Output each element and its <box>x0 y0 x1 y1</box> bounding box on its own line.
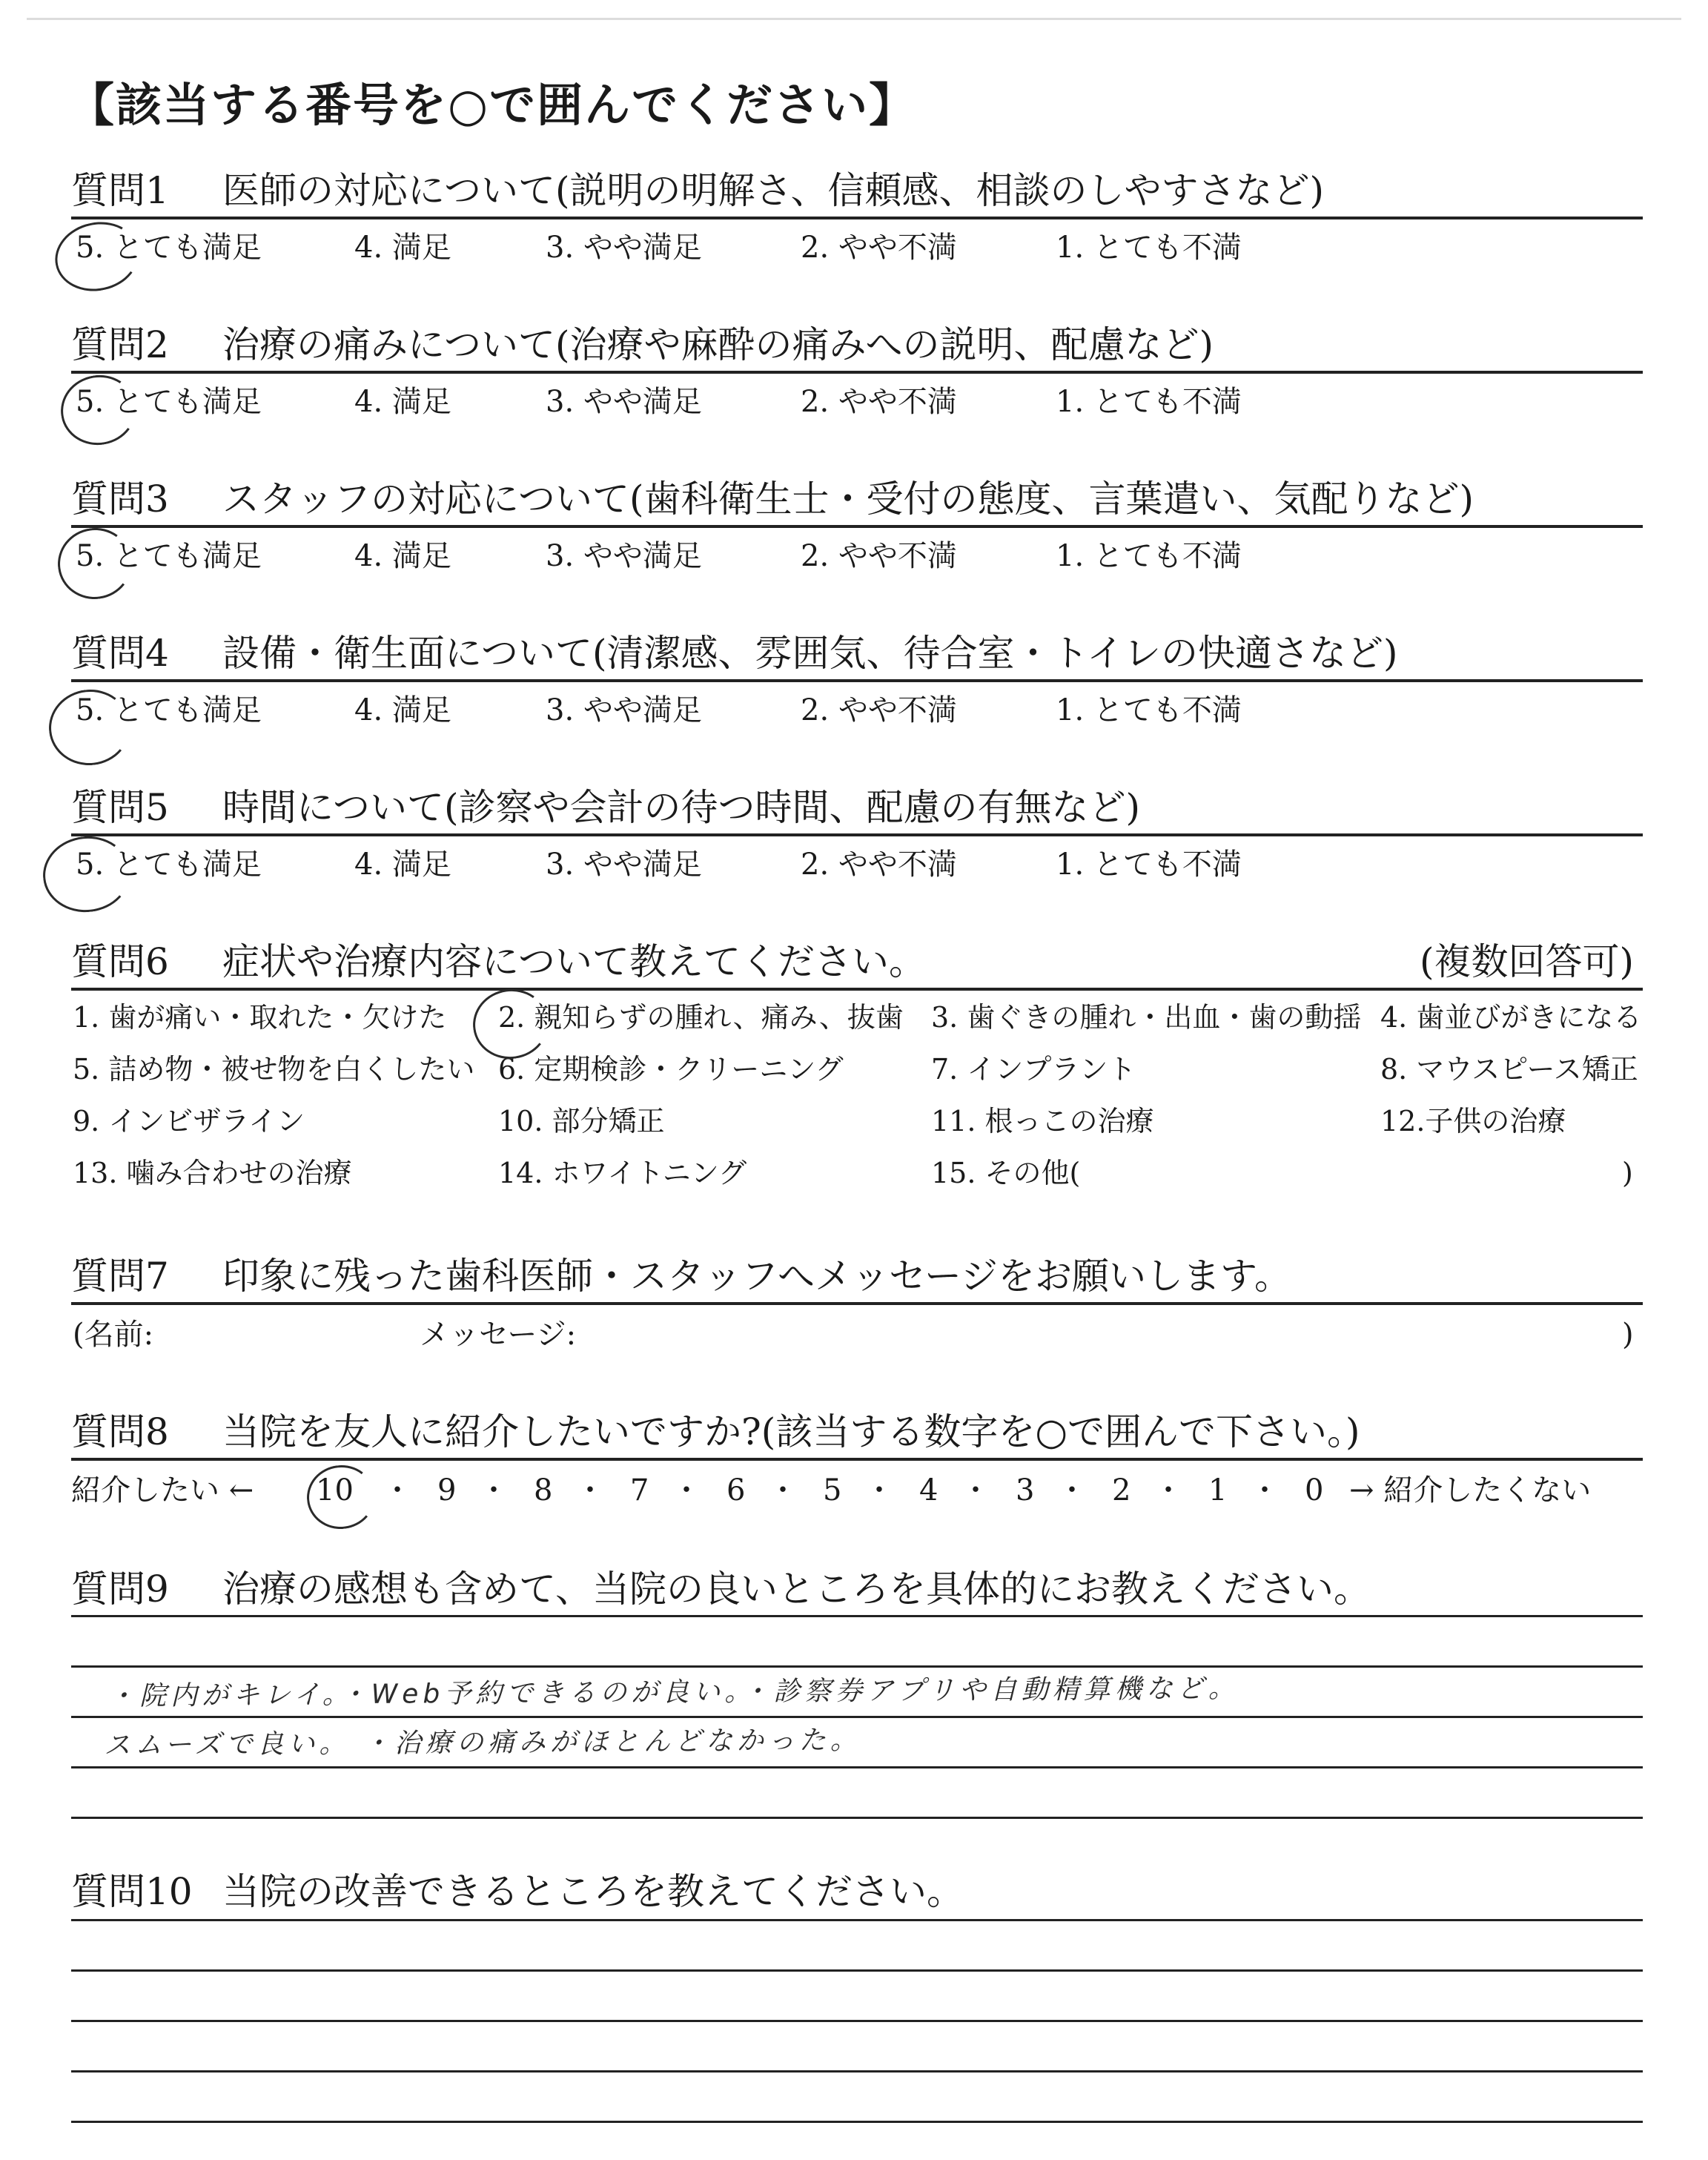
q6-option-1[interactable]: 1. 歯が痛い・取れた・欠けた <box>73 1001 447 1034</box>
q8-score-0[interactable]: 0 <box>1305 1473 1324 1507</box>
question-10-title <box>71 1866 1643 1918</box>
question-6-label: 質問6 <box>71 940 169 983</box>
q5-choice-2[interactable]: 2. やや不満 <box>801 848 957 882</box>
q5-choice-1[interactable]: 1. とても不満 <box>1056 848 1242 882</box>
q3-choice-5[interactable]: 5. とても満足 <box>76 539 262 573</box>
question-5-title <box>71 782 1643 833</box>
q6-option-4[interactable]: 4. 歯並びがきになる <box>1380 1001 1642 1034</box>
q2-choice-2[interactable]: 2. やや不満 <box>801 385 957 419</box>
q2-choice-3[interactable]: 3. やや満足 <box>546 385 702 419</box>
question-5-choices <box>71 842 1643 887</box>
q6-option-6[interactable]: 6. 定期検診・クリーニング <box>498 1053 844 1086</box>
question-5-underline <box>71 833 1643 836</box>
q8-score-8[interactable]: 8 <box>534 1473 553 1507</box>
question-10-label: 質問10 <box>71 1870 193 1913</box>
q6-option-7[interactable]: 7. インプラント <box>931 1053 1136 1086</box>
q8-sep: ・ <box>1153 1473 1183 1507</box>
question-7-underline <box>71 1302 1643 1305</box>
q8-sep: ・ <box>864 1473 894 1507</box>
q6-option-5[interactable]: 5. 詰め物・被せ物を白くしたい <box>73 1053 475 1086</box>
q2-choice-5[interactable]: 5. とても満足 <box>76 385 262 419</box>
q4-choice-2[interactable]: 2. やや不満 <box>801 693 957 727</box>
question-4-underline <box>71 679 1643 682</box>
question-1-text: 医師の対応について(説明の明解さ、信頼感、相談のしやすさなど) <box>222 169 1325 212</box>
q3-choice-1[interactable]: 1. とても不満 <box>1056 539 1242 573</box>
question-1-label: 質問1 <box>71 169 169 212</box>
q9-answer-line <box>71 1766 1643 1768</box>
q6-option-13[interactable]: 13. 噛み合わせの治療 <box>73 1157 352 1189</box>
question-4-title <box>71 627 1643 679</box>
q4-choice-4[interactable]: 4. 満足 <box>354 693 451 727</box>
question-7-label: 質問7 <box>71 1255 169 1298</box>
question-9-label: 質問9 <box>71 1568 169 1611</box>
q1-choice-1[interactable]: 1. とても不満 <box>1056 231 1242 265</box>
q6-option-14[interactable]: 14. ホワイトニング <box>498 1157 747 1189</box>
q3-choice-2[interactable]: 2. やや不満 <box>801 539 957 573</box>
q8-sep: ・ <box>672 1473 701 1507</box>
q1-choice-4[interactable]: 4. 満足 <box>354 231 451 265</box>
q5-choice-3[interactable]: 3. やや満足 <box>546 848 702 882</box>
question-5-label: 質問5 <box>71 786 169 829</box>
question-6-text: 症状や治療内容について教えてください。 <box>222 940 926 983</box>
question-2-choices <box>71 380 1643 424</box>
question-4-label: 質問4 <box>71 632 169 675</box>
question-2-label: 質問2 <box>71 323 169 366</box>
question-8-underline <box>71 1458 1643 1461</box>
q6-other-close-paren: ) <box>1622 1157 1633 1189</box>
q8-score-2[interactable]: 2 <box>1112 1473 1131 1507</box>
question-4-text: 設備・衛生面について(清潔感、雰囲気、待合室・トイレの快適さなど) <box>222 632 1398 675</box>
q10-answer-line <box>71 2121 1643 2123</box>
q6-option-8[interactable]: 8. マウスピース矯正 <box>1380 1053 1638 1086</box>
q8-score-6[interactable]: 6 <box>726 1473 746 1507</box>
q10-answer-line <box>71 2020 1643 2022</box>
q8-sep: ・ <box>961 1473 990 1507</box>
q2-choice-4[interactable]: 4. 満足 <box>354 385 451 419</box>
q8-score-5[interactable]: 5 <box>823 1473 842 1507</box>
q8-sep: ・ <box>1250 1473 1280 1507</box>
top-divider <box>27 18 1681 20</box>
q8-left-label: 紹介したい ← <box>71 1473 254 1507</box>
question-2-text: 治療の痛みについて(治療や麻酔の痛みへの説明、配慮など) <box>222 323 1214 366</box>
q8-score-4[interactable]: 4 <box>919 1473 939 1507</box>
question-6-title <box>71 936 1643 988</box>
q10-answer-line <box>71 2070 1643 2073</box>
question-4-choices <box>71 688 1643 733</box>
question-3-label: 質問3 <box>71 478 169 521</box>
q9-answer-line <box>71 1665 1643 1668</box>
q4-choice-3[interactable]: 3. やや満足 <box>546 693 702 727</box>
q9-answer-line <box>71 1716 1643 1718</box>
q9-handwritten-answer-1: ・院内がキレイ。・Web予約できるのが良い。・診察券アプリや自動精算機など。 <box>107 1673 1239 1712</box>
q1-choice-5[interactable]: 5. とても満足 <box>76 231 262 265</box>
q3-choice-3[interactable]: 3. やや満足 <box>546 539 702 573</box>
q6-option-2[interactable]: 2. 親知らずの腫れ、痛み、抜歯 <box>498 1001 904 1034</box>
q6-option-3[interactable]: 3. 歯ぐきの腫れ・出血・歯の動揺 <box>931 1001 1362 1034</box>
question-9-text: 治療の感想も含めて、当院の良いところを具体的にお教えください。 <box>222 1568 1371 1611</box>
q7-name-label: (名前: <box>73 1318 154 1352</box>
question-9-title <box>71 1563 1643 1615</box>
q10-answer-line <box>71 1919 1643 1921</box>
question-1-underline <box>71 217 1643 219</box>
q1-choice-2[interactable]: 2. やや不満 <box>801 231 957 265</box>
question-8-text: 当院を友人に紹介したいですか?(該当する数字を○で囲んで下さい。) <box>222 1410 1360 1453</box>
question-3-text: スタッフの対応について(歯科衛生士・受付の態度、言葉遣い、気配りなど) <box>222 478 1474 521</box>
page-title: 【該当する番号を○で囲んでください】 <box>68 78 917 132</box>
question-8-scale <box>71 1467 1658 1514</box>
question-8-label: 質問8 <box>71 1410 169 1453</box>
question-3-title <box>71 473 1643 525</box>
q5-choice-4[interactable]: 4. 満足 <box>354 848 451 882</box>
q8-score-7[interactable]: 7 <box>630 1473 649 1507</box>
question-2-underline <box>71 371 1643 374</box>
question-10-text: 当院の改善できるところを教えてください。 <box>222 1870 964 1913</box>
q8-sep: ・ <box>479 1473 509 1507</box>
q8-score-3[interactable]: 3 <box>1016 1473 1035 1507</box>
q6-option-12[interactable]: 12.子供の治療 <box>1380 1105 1566 1137</box>
question-8-title <box>71 1406 1643 1458</box>
question-1-choices <box>71 225 1643 270</box>
question-1-title <box>71 165 1643 217</box>
q7-message-label: メッセージ: <box>420 1318 577 1352</box>
question-7-title <box>71 1250 1643 1302</box>
question-6-multiple-note: (複数回答可) <box>1419 940 1634 983</box>
q8-score-1[interactable]: 1 <box>1208 1473 1228 1507</box>
question-3-choices <box>71 534 1643 578</box>
q9-handwritten-answer-2: スムーズで良い。 ・治療の痛みがほとんどなかった。 <box>103 1725 861 1761</box>
q8-score-9[interactable]: 9 <box>437 1473 457 1507</box>
question-3-underline <box>71 525 1643 528</box>
q4-choice-1[interactable]: 1. とても不満 <box>1056 693 1242 727</box>
q6-option-10[interactable]: 10. 部分矯正 <box>498 1105 665 1137</box>
q8-sep: ・ <box>1057 1473 1087 1507</box>
q8-score-10[interactable]: 10 <box>316 1473 354 1507</box>
q7-close-paren: ) <box>1622 1318 1634 1352</box>
question-6-underline <box>71 988 1643 991</box>
q3-choice-4[interactable]: 4. 満足 <box>354 539 451 573</box>
q8-right-label: → 紹介したくない <box>1349 1473 1592 1507</box>
question-5-text: 時間について(診察や会計の待つ時間、配慮の有無など) <box>222 786 1141 829</box>
q5-choice-5[interactable]: 5. とても満足 <box>76 848 262 882</box>
q8-sep: ・ <box>768 1473 798 1507</box>
q9-answer-line <box>71 1817 1643 1819</box>
q8-sep: ・ <box>575 1473 605 1507</box>
question-2-title <box>71 319 1643 371</box>
q6-option-15[interactable]: 15. その他( <box>931 1157 1081 1189</box>
q4-choice-5[interactable]: 5. とても満足 <box>76 693 262 727</box>
q6-option-11[interactable]: 11. 根っこの治療 <box>931 1105 1154 1137</box>
q6-option-9[interactable]: 9. インビザライン <box>73 1105 305 1137</box>
q2-choice-1[interactable]: 1. とても不満 <box>1056 385 1242 419</box>
question-7-text: 印象に残った歯科医師・スタッフへメッセージをお願いします。 <box>222 1255 1291 1298</box>
q1-choice-3[interactable]: 3. やや満足 <box>546 231 702 265</box>
q9-answer-line <box>71 1615 1643 1617</box>
q8-sep: ・ <box>383 1473 412 1507</box>
q10-answer-line <box>71 1969 1643 1972</box>
